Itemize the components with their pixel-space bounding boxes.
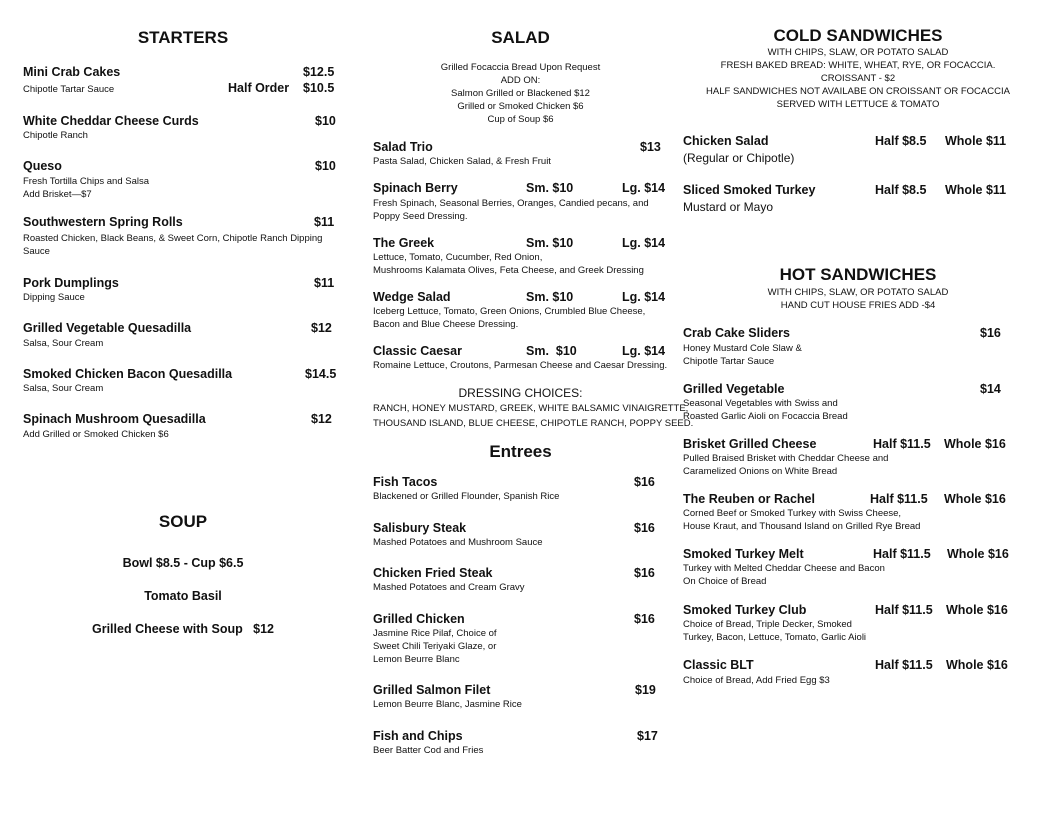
menu-item-price: $16 [634, 612, 655, 626]
menu-item-desc: Choice of Bread, Add Fried Egg $3 [683, 675, 830, 686]
dressing-title: DRESSING CHOICES: [458, 386, 583, 400]
menu-item-name: The Greek [373, 236, 435, 250]
menu-item-price: $14 [980, 382, 1001, 396]
menu-item-desc: Add Brisket—$7 [23, 189, 92, 200]
salad-note: Salmon Grilled or Blackened $12 [451, 88, 590, 99]
whole-price: Whole $16 [944, 437, 1006, 451]
half-price: Half $11.5 [870, 492, 928, 506]
menu-item-price: $16 [634, 521, 655, 535]
menu-item-desc: Salsa, Sour Cream [23, 338, 104, 349]
menu-item-name: Fish Tacos [373, 475, 438, 489]
menu-item-desc: Roasted Chicken, Black Beans, & Sweet Corn, Chipotle Ranch Dipping [23, 233, 323, 244]
menu-item-desc: (Regular or Chipotle) [683, 151, 795, 165]
menu-item-desc: Fresh Tortilla Chips and Salsa [23, 176, 150, 187]
half-order-label: Half Order [228, 81, 290, 95]
menu-item-desc: Honey Mustard Cole Slaw & [683, 343, 802, 354]
dressing-list: THOUSAND ISLAND, BLUE CHEESE, CHIPOTLE RANCH, POPPY SEED. [373, 418, 694, 429]
half-price: Half $8.5 [875, 134, 927, 148]
menu-item-desc: Romaine Lettuce, Croutons, Parmesan Cheese and Caesar Dressing. [373, 360, 668, 371]
menu-item-name: Mini Crab Cakes [23, 65, 121, 79]
menu-item-desc: Mushrooms Kalamata Olives, Feta Cheese, and Greek Dressing [373, 265, 644, 276]
menu-item-name: Spinach Berry [373, 181, 458, 195]
menu-item-desc: Pulled Braised Brisket with Cheddar Cheese and [683, 453, 889, 464]
soup-combo: Grilled Cheese with Soup $12 [92, 622, 274, 636]
menu-item-desc: Caramelized Onions on White Bread [683, 466, 838, 477]
menu-item-desc: Chipotle Ranch [23, 130, 88, 141]
small-price: Sm. $10 [526, 344, 577, 358]
menu-item-name: The Reuben or Rachel [683, 492, 815, 506]
menu-item-name: Wedge Salad [373, 290, 451, 304]
menu-item-name: Crab Cake Sliders [683, 326, 790, 340]
entrees-title: Entrees [489, 442, 552, 461]
menu-item-desc: Beer Batter Cod and Fries [373, 745, 484, 756]
whole-price: Whole $16 [946, 658, 1008, 672]
menu-item-desc: Chipotle Tartar Sauce [23, 84, 115, 95]
whole-price: Whole $16 [944, 492, 1006, 506]
menu-item-desc: Sweet Chili Teriyaki Glaze, or [373, 641, 497, 652]
menu-item-desc: Dipping Sauce [23, 292, 85, 303]
menu-item-desc: Mustard or Mayo [683, 200, 774, 214]
menu-item-name: Salisbury Steak [373, 521, 467, 535]
menu-item-name: Classic Caesar [373, 344, 462, 358]
menu-item-name: Grilled Salmon Filet [373, 683, 491, 697]
menu-item-desc: Chipotle Tartar Sauce [683, 356, 775, 367]
menu-item-price: $11 [314, 276, 335, 290]
small-price: Sm. $10 [526, 181, 574, 195]
menu-item-desc: Pasta Salad, Chicken Salad, & Fresh Fruit [373, 156, 551, 167]
menu-item-desc: Lemon Beurre Blanc, Jasmine Rice [373, 699, 522, 710]
menu-item-name: Brisket Grilled Cheese [683, 437, 817, 451]
whole-price: Whole $11 [945, 183, 1007, 197]
half-price: Half $11.5 [875, 658, 933, 672]
menu-item-desc: Mashed Potatoes and Mushroom Sauce [373, 537, 543, 548]
cold-note: CROISSANT - $2 [820, 73, 896, 84]
half-order-price: $10.5 [303, 81, 335, 95]
hot-note: HAND CUT HOUSE FRIES ADD -$4 [780, 300, 936, 311]
menu-item-desc: Seasonal Vegetables with Swiss and [683, 398, 838, 409]
hot-sandwiches-title: HOT SANDWICHES [779, 265, 937, 284]
dressing-list: RANCH, HONEY MUSTARD, GREEK, WHITE BALSAMIC VINAIGRETTE, [373, 403, 689, 414]
menu-item-price: $13 [640, 140, 661, 154]
menu-item-price: $16 [634, 566, 655, 580]
menu-item-price: $11 [314, 215, 335, 229]
menu-item-name: White Cheddar Cheese Curds [23, 114, 199, 128]
menu-item-price: $10 [315, 114, 336, 128]
menu-item-price: $16 [634, 475, 655, 489]
salad-title: SALAD [491, 28, 550, 47]
large-price: Lg. $14 [622, 344, 666, 358]
menu-item-name: Chicken Fried Steak [373, 566, 493, 580]
menu-item-name: Grilled Chicken [373, 612, 465, 626]
soup-price-line: Bowl $8.5 - Cup $6.5 [122, 556, 244, 570]
menu-item-name: Queso [23, 159, 62, 173]
menu-item-desc: Mashed Potatoes and Cream Gravy [373, 582, 525, 593]
half-price: Half $8.5 [875, 183, 927, 197]
menu-item-name: Sliced Smoked Turkey [683, 183, 816, 197]
menu-item-desc: Poppy Seed Dressing. [373, 211, 468, 222]
salad-note: ADD ON: [500, 75, 541, 86]
menu-item-name: Fish and Chips [373, 729, 463, 743]
menu-item-desc: Turkey, Bacon, Lettuce, Tomato, Garlic Aioli [683, 632, 867, 643]
menu-item-price: $10 [315, 159, 336, 173]
menu-item-name: Grilled Vegetable [683, 382, 785, 396]
menu-item-name: Grilled Vegetable Quesadilla [23, 321, 192, 335]
cold-sandwiches-title: COLD SANDWICHES [773, 26, 943, 45]
half-price: Half $11.5 [873, 437, 931, 451]
salad-note: Grilled or Smoked Chicken $6 [457, 101, 584, 112]
menu-item-desc: Fresh Spinach, Seasonal Berries, Oranges, Candied pecans, and [373, 198, 649, 209]
menu-item-desc: Roasted Garlic Aioli on Focaccia Bread [683, 411, 848, 422]
menu-item-price: $19 [635, 683, 656, 697]
menu-item-desc: Corned Beef or Smoked Turkey with Swiss Cheese, [683, 508, 902, 519]
menu-item-name: Smoked Chicken Bacon Quesadilla [23, 367, 233, 381]
menu-item-desc: Iceberg Lettuce, Tomato, Green Onions, Crumbled Blue Cheese, [373, 306, 646, 317]
menu-item-price: $12 [311, 412, 332, 426]
menu-item-price: $12.5 [303, 65, 335, 79]
menu-item-name: Smoked Turkey Club [683, 603, 807, 617]
starters-title: STARTERS [137, 28, 229, 47]
menu-item-desc: Lemon Beurre Blanc [373, 654, 460, 665]
half-price: Half $11.5 [873, 547, 931, 561]
large-price: Lg. $14 [622, 236, 666, 250]
small-price: Sm. $10 [526, 236, 574, 250]
salad-note: Cup of Soup $6 [487, 114, 554, 125]
menu-item-desc: Bacon and Blue Cheese Dressing. [373, 319, 519, 330]
menu-item-name: Spinach Mushroom Quesadilla [23, 412, 206, 426]
menu-item-name: Pork Dumplings [23, 276, 119, 290]
cold-note: FRESH BAKED BREAD: WHITE, WHEAT, RYE, OR FOCACCIA. [720, 60, 996, 71]
soup-title: SOUP [158, 512, 208, 531]
menu-item-price: $12 [311, 321, 332, 335]
whole-price: Whole $16 [947, 547, 1009, 561]
large-price: Lg. $14 [622, 290, 666, 304]
menu-item-name: Chicken Salad [683, 134, 769, 148]
salad-note: Grilled Focaccia Bread Upon Request [440, 62, 601, 73]
small-price: Sm. $10 [526, 290, 574, 304]
menu-item-desc: Blackened or Grilled Flounder, Spanish Rice [373, 491, 560, 502]
cold-note: WITH CHIPS, SLAW, OR POTATO SALAD [767, 47, 949, 58]
menu-item-desc: House Kraut, and Thousand Island on Grilled Rye Bread [683, 521, 921, 532]
menu-item-desc: Salsa, Sour Cream [23, 383, 104, 394]
half-price: Half $11.5 [875, 603, 933, 617]
menu-item-desc: Lettuce, Tomato, Cucumber, Red Onion, [373, 252, 543, 263]
menu-item-desc: Choice of Bread, Triple Decker, Smoked [683, 619, 852, 630]
cold-note: SERVED WITH LETTUCE & TOMATO [776, 99, 940, 110]
menu-item-name: Southwestern Spring Rolls [23, 215, 183, 229]
whole-price: Whole $11 [945, 134, 1007, 148]
menu-item-desc: On Choice of Bread [683, 576, 767, 587]
menu-item-desc: Sauce [23, 246, 50, 257]
menu-item-price: $17 [637, 729, 658, 743]
menu-item-price: $14.5 [305, 367, 337, 381]
whole-price: Whole $16 [946, 603, 1008, 617]
menu-item-desc: Turkey with Melted Cheddar Cheese and Bacon [683, 563, 885, 574]
menu-item-name: Classic BLT [683, 658, 754, 672]
cold-note: HALF SANDWICHES NOT AVAILABE ON CROISSANT OR FOCACCIA [706, 86, 1010, 97]
hot-note: WITH CHIPS, SLAW, OR POTATO SALAD [767, 287, 949, 298]
menu-item-name: Smoked Turkey Melt [683, 547, 804, 561]
menu-item-desc: Add Grilled or Smoked Chicken $6 [23, 429, 169, 440]
large-price: Lg. $14 [622, 181, 666, 195]
menu-item-price: $16 [980, 326, 1001, 340]
soup-of-day: Tomato Basil [144, 589, 222, 603]
menu-item-desc: Jasmine Rice Pilaf, Choice of [373, 628, 497, 639]
menu-item-name: Salad Trio [373, 140, 433, 154]
